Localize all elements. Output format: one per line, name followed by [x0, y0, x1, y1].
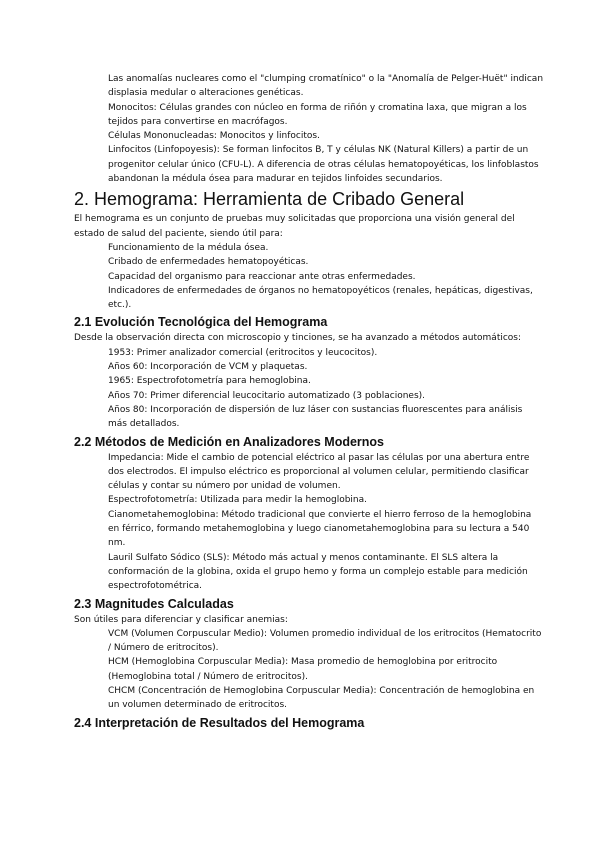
list-item: Las anomalías nucleares como el "clumping cromatínico" o la "Anomalía de Pelger-Huët" indican displasia medular o alteraciones genéticas. [108, 74, 544, 99]
section-2-heading: 2. Hemograma: Herramienta de Cribado General [74, 189, 465, 210]
list-item: Espectrofotometría: Utilizada para medir la hemoglobina. [108, 495, 367, 506]
list-item: Cribado de enfermedades hematopoyéticas. [108, 257, 309, 268]
list-item: Indicadores de enfermedades de órganos no hematopoyéticos (renales, hepáticas, digestivas, etc.). [108, 285, 533, 311]
section-2-3-list [108, 627, 544, 713]
list-item: Lauril Sulfato Sódico (SLS): Método más actual y menos contaminante. El SLS altera la conformación de la globina, oxida el grupo hemo y forma un complejo estable para medición espectrofotométrica. [108, 552, 528, 592]
section-2-3-intro: Son útiles para diferenciar y clasificar anemias: [74, 614, 288, 625]
list-item: Años 70: Primer diferencial leucocitario automatizado (3 poblaciones). [108, 390, 426, 401]
list-item: Linfocitos (Linfopoyesis): Se forman linfocitos B, T y células NK (Natural Killers) a partir de un progenitor celular único (CFU-L). A diferencia de otras células hematopoyéticas, los linfoblastos abandonan la médula ósea para madurar en tejidos linfoides secundarios. [108, 145, 539, 185]
list-item: Capacidad del organismo para reaccionar ante otras enfermedades. [108, 271, 416, 282]
section-2-1-list [108, 346, 544, 432]
list-item: Funcionamiento de la médula ósea. [108, 242, 269, 253]
list-item: HCM (Hemoglobina Corpuscular Media): Masa promedio de hemoglobina por eritrocito (Hemoglobina total / Número de eritrocitos). [108, 657, 498, 682]
list-item: Años 80: Incorporación de dispersión de luz láser con sustancias fluorescentes para análisis más detallados. [108, 404, 523, 430]
list-item: CHCM (Concentración de Hemoglobina Corpuscular Media): Concentración de hemoglobina en un volumen determinado de eritrocitos. [108, 685, 535, 711]
list-item: Monocitos: Células grandes con núcleo en forma de riñón y cromatina laxa, que migran a los tejidos para convertirse en macrófagos. [108, 102, 527, 127]
list-item: Impedancia: Mide el cambio de potencial eléctrico al pasar las células por una abertura entre dos electrodos. El impulso eléctrico es proporcional al volumen celular, permitiendo clasificar células y contar su número por unidad de volumen. [108, 452, 530, 492]
list-item: 1965: Espectrofotometría para hemoglobina. [108, 376, 311, 387]
list-item: Células Mononucleadas: Monocitos y linfocitos. [108, 131, 320, 142]
section-2-list [108, 241, 544, 312]
list-item: 1953: Primer analizador comercial (eritrocitos y leucocitos). [108, 347, 378, 358]
section-2-3-heading: 2.3 Magnitudes Calculadas [74, 596, 234, 611]
list-item: Años 60: Incorporación de VCM y plaquetas. [108, 362, 308, 373]
section-2-intro: El hemograma es un conjunto de pruebas muy solicitadas que proporciona una visión general del estado de salud del paciente, siendo útil para: [74, 214, 515, 239]
intro-list [108, 72, 544, 186]
section-2-1-heading: 2.1 Evolución Tecnológica del Hemograma [74, 315, 328, 330]
section-2-4-heading: 2.4 Interpretación de Resultados del Hemograma [74, 715, 365, 730]
document-content [74, 72, 544, 732]
list-item: VCM (Volumen Corpuscular Medio): Volumen promedio individual de los eritrocitos (Hematocrito / Número de eritrocitos). [108, 628, 542, 654]
list-item: Cianometahemoglobina: Método tradicional que convierte el hierro ferroso de la hemoglobina en férrico, formando metahemoglobina y luego cianometahemoglobina para su lectura a 540 nm. [108, 509, 532, 549]
section-2-2-list [108, 451, 544, 594]
section-2-1-intro: Desde la observación directa con microscopio y tinciones, se ha avanzado a métodos automáticos: [74, 333, 522, 344]
section-2-2-heading: 2.2 Métodos de Medición en Analizadores Modernos [74, 434, 385, 449]
